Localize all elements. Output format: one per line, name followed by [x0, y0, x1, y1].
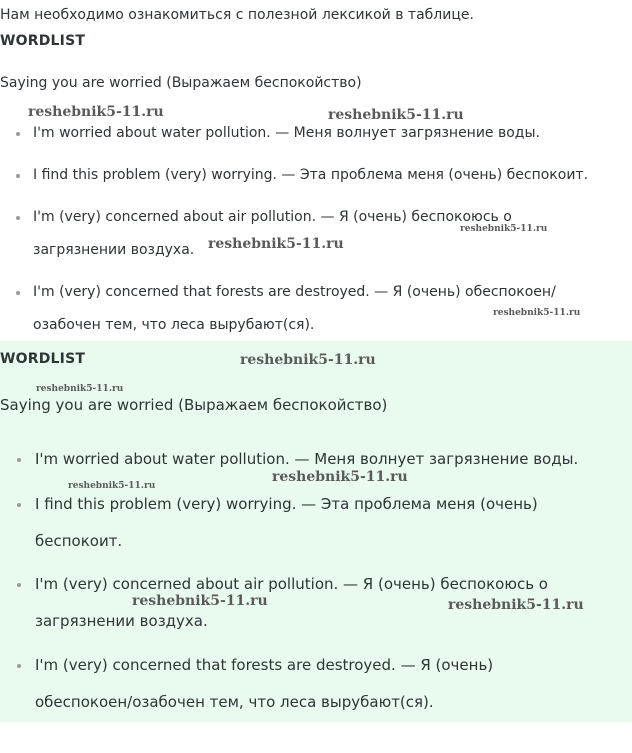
- list-item: I'm worried about water pollution. — Меня волнует загрязнение воды.: [35, 441, 627, 478]
- wordlist-heading: WORDLIST: [0, 33, 86, 49]
- watermark: reshebnik5-11.ru: [208, 236, 344, 252]
- intro-text: Нам необходимо ознакомиться с полезной лексикой в таблице.: [0, 7, 474, 23]
- watermark: reshebnik5-11.ru: [272, 469, 408, 485]
- list-item: I'm (very) concerned about air pollution. — Я (очень) беспокоюсь о загрязнении воздуха.: [33, 201, 578, 267]
- list-item: I'm (very) concerned that forests are destroyed. — Я (очень) обеспокоен/ озабочен тем, что леса вырубают(ся).: [33, 276, 625, 342]
- wordlist-subheading: Saying you are worried (Выражаем беспокойство): [0, 396, 388, 414]
- watermark: reshebnik5-11.ru: [28, 104, 164, 120]
- list-item: I'm worried about water pollution. — Меня волнует загрязнение воды.: [33, 117, 623, 150]
- wordlist-subheading: Saying you are worried (Выражаем беспокойство): [0, 75, 362, 91]
- list-item: I find this problem (very) worrying. — Эта проблема меня (очень) беспокоит.: [33, 159, 632, 192]
- list-item: I'm (very) concerned about air pollution. — Я (очень) беспокоюсь о загрязнении воздуха.: [35, 566, 595, 640]
- watermark: reshebnik5-11.ru: [68, 481, 156, 491]
- watermark: reshebnik5-11.ru: [448, 597, 584, 613]
- watermark: reshebnik5-11.ru: [460, 224, 548, 234]
- watermark: reshebnik5-11.ru: [36, 384, 124, 394]
- watermark: reshebnik5-11.ru: [493, 308, 581, 318]
- list-item: I find this problem (very) worrying. — Эта проблема меня (очень) беспокоит.: [35, 486, 595, 560]
- wordlist-heading: WORDLIST: [0, 351, 86, 367]
- watermark: reshebnik5-11.ru: [132, 593, 268, 609]
- watermark: reshebnik5-11.ru: [328, 107, 464, 123]
- watermark: reshebnik5-11.ru: [240, 352, 376, 368]
- list-item: I'm (very) concerned that forests are destroyed. — Я (очень) обеспокоен/озабочен тем, что леса вырубают(ся).: [35, 647, 575, 721]
